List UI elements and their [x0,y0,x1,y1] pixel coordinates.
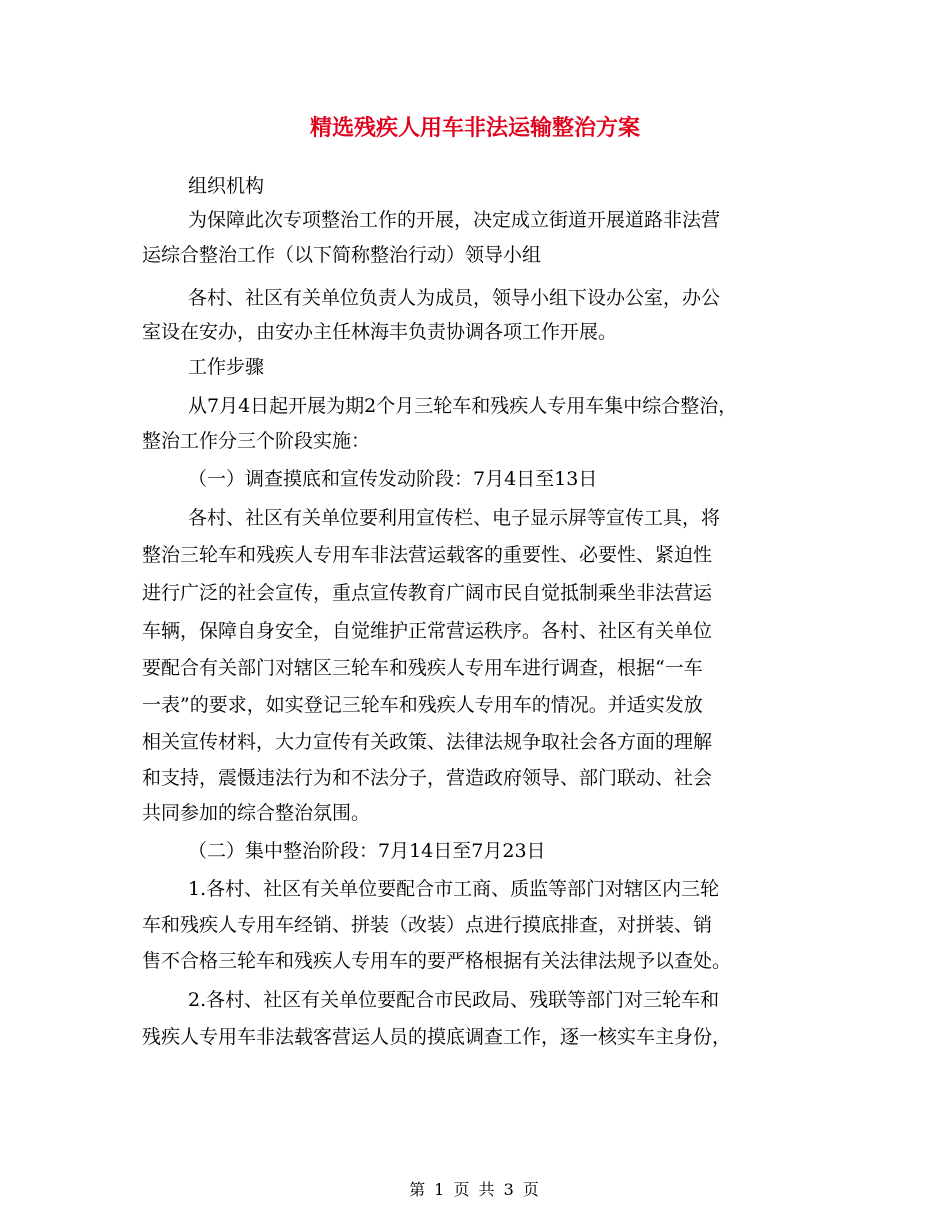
document-title: 精选残疾人用车非法运输整治方案 [309,116,640,141]
paragraph-line: 车和残疾人专用车经销、拼装（改装）点进行摸底排查，对拼装、销 [142,914,713,936]
paragraph-line: 运综合整治工作（以下简称整治行动）领导小组 [142,244,542,266]
paragraph-line: 整治三轮车和残疾人专用车非法营运载客的重要性、必要性、紧迫性 [142,544,713,566]
paragraph-line: 各村、社区有关单位负责人为成员，领导小组下设办公室，办公 [188,287,721,309]
phase-heading-1: （一）调查摸底和宣传发动阶段：7月4日至13日 [188,468,598,490]
paragraph-line: 要配合有关部门对辖区三轮车和残疾人专用车进行调查，根据“一车 [142,657,703,679]
paragraph-line: 相关宣传材料，大力宣传有关政策、法律法规争取社会各方面的理解 [142,731,713,753]
paragraph-line: 残疾人专用车非法载客营运人员的摸底调查工作，逐一核实车主身份， [142,1026,732,1048]
paragraph-line: 整治工作分三个阶段实施： [142,430,371,452]
paragraph-line: 进行广泛的社会宣传，重点宣传教育广阔市民自觉抵制乘坐非法营运 [142,582,713,604]
paragraph-line: 和支持，震慑违法行为和不法分子，营造政府领导、部门联动、社会 [142,767,713,789]
page-footer: 第 1 页 共 3 页 [409,1180,541,1199]
section-heading-organization: 组织机构 [188,175,265,197]
phase-heading-2: （二）集中整治阶段：7月14日至7月23日 [188,840,546,862]
paragraph-line: 一表”的要求，如实登记三轮车和残疾人专用车的情况。并适实发放 [142,694,703,716]
paragraph-line: 1.各村、社区有关单位要配合市工商、质监等部门对辖区内三轮 [188,878,720,900]
paragraph-line: 为保障此次专项整治工作的开展，决定成立街道开展道路非法营 [188,209,721,231]
paragraph-line: 从7月4日起开展为期2个月三轮车和残疾人专用车集中综合整治， [188,395,738,417]
paragraph-line: 各村、社区有关单位要利用宣传栏、电子显示屏等宣传工具，将 [188,507,721,529]
paragraph-line: 室设在安办，由安办主任林海丰负责协调各项工作开展。 [142,321,618,343]
paragraph-line: 车辆，保障自身安全，自觉维护正常营运秩序。各村、社区有关单位 [142,620,713,642]
paragraph-line: 售不合格三轮车和残疾人专用车的要严格根据有关法律法规予以查处。 [142,950,732,972]
paragraph-line: 共同参加的综合整治氛围。 [142,802,371,824]
section-heading-steps: 工作步骤 [188,356,265,378]
paragraph-line: 2.各村、社区有关单位要配合市民政局、残联等部门对三轮车和 [188,989,720,1011]
